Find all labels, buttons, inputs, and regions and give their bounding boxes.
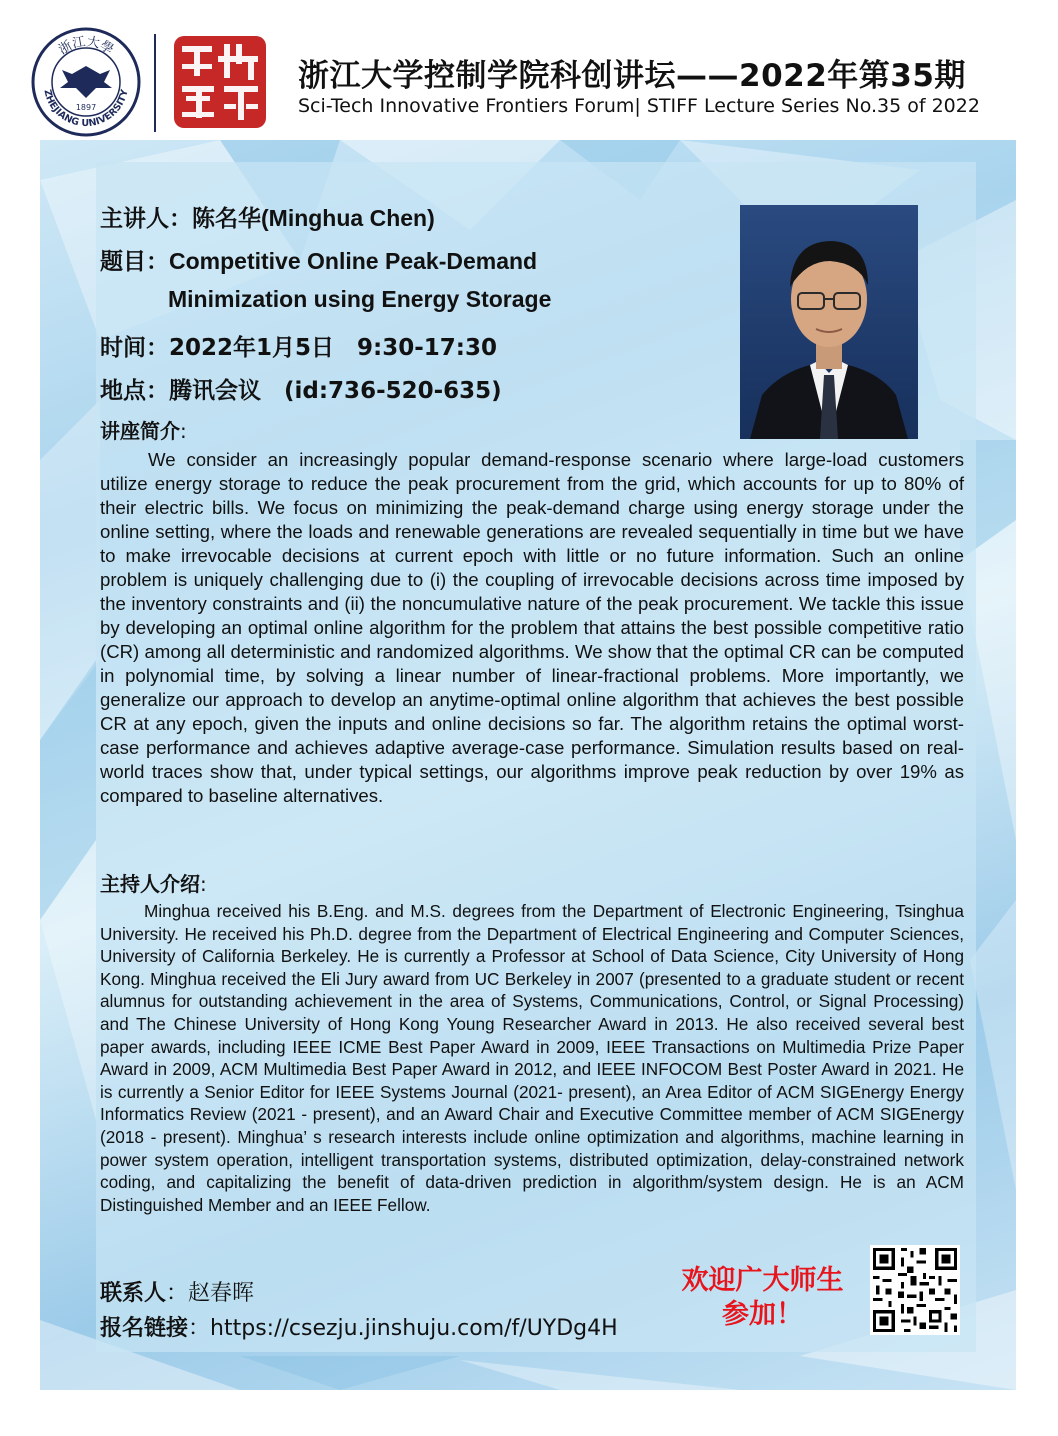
place-label: 地点： bbox=[100, 378, 169, 404]
welcome-message bbox=[645, 1264, 880, 1332]
poster-body bbox=[40, 140, 1016, 1390]
time-label: 时间： bbox=[100, 335, 169, 361]
abstract-heading-colon: : bbox=[180, 419, 187, 443]
seal-logo bbox=[172, 34, 268, 130]
contact-line bbox=[100, 1276, 254, 1307]
bio-text: Minghua received his B.Eng. and M.S. degrees from the Department of Electronic Engineering, Tsinghua University. He received his Ph.D. degree from the Department of Electrical Engineering and Computer Sciences, University of California Berkeley. He is currently a Professor at School of Data Science, City University of Hong Kong. Minghua received the Eli Jury award from UC Berkeley in 2007 (presented to a graduate student or recent alumnus for outstanding achievement in the area of Systems, Communications, Control, or Signal Processing) and The Chinese University of Hong Kong Young Researcher Award in 2013. He also received several best paper awards, including IEEE ICME Best Paper Award in 2009, IEEE Transactions on Multimedia Prize Paper Award in 2009, ACM Multimedia Best Paper Award in 2012, and IEEE INFOCOM Best Poster Award in 2021. He is currently a Senior Editor for IEEE Systems Journal (2021- present), an Area Editor of ACM SIGEnergy Energy Informatics Review (2021 - present), and an Award Chair and Executive Committee member of ACM SIGEnergy (2018 - present). Minghua’ s research interests include online optimization and algorithms, machine learning in power system operation, intelligent transportation systems, distributed optimization, delay-constrained network coding, and capitalizing the benefit of data-driven prediction in algorithm/system design. He is an ACM Distinguished Member and an IEEE Fellow. bbox=[100, 901, 964, 1215]
signup-label: 报名链接 bbox=[100, 1316, 189, 1341]
time-value: 2022年1月5日 9:30-17:30 bbox=[169, 335, 497, 361]
topic-line2: Minimization using Energy Storage bbox=[168, 286, 552, 312]
topic-line1: Competitive Online Peak-Demand bbox=[169, 248, 538, 274]
speaker-label: 主讲人： bbox=[100, 206, 192, 232]
place-value: 腾讯会议 (id:736-520-635) bbox=[169, 378, 502, 404]
poster-header bbox=[0, 0, 1058, 140]
speaker-photo bbox=[740, 205, 918, 439]
eagle-icon bbox=[60, 66, 112, 98]
bio-heading-colon: : bbox=[200, 872, 207, 896]
welcome-line2: 参加！ bbox=[722, 1299, 803, 1330]
logo-en-text: ZHEJIANG UNIVERSITY bbox=[41, 88, 131, 130]
place-line bbox=[100, 372, 502, 405]
topic-line bbox=[100, 243, 537, 276]
abstract-heading bbox=[100, 415, 187, 444]
abstract-text: We consider an increasingly popular demand-response scenario where large-load customers utilize energy storage to reduce the peak procurement from the grid, which accounts for up to 80% of their electric bills. We focus on minimizing the peak-demand charge using energy storage under the online setting, where the loads and renewable generations are revealed sequentially in time but we have to make irrevocable decisions at current epoch with little or no future information. Such an online problem is uniquely challenging due to (i) the coupling of irrevocable decisions across time imposed by the inventory constraints and (ii) the noncumulative nature of the peak procurement. We tackle this issue by developing an optimal online algorithm for the problem that attains the best possible competitive ratio (CR) among all deterministic and randomized algorithms. We show that the optimal CR can be computed in polynomial time, by solving a linear number of linear-fractional problems. More importantly, we generalize our approach to develop an anytime-optimal online algorithm that achieves the best possible CR at any epoch, given the inputs and online decisions so far. The algorithm retains the optimal worst-case performance and achieves adaptive average-case performance. Simulation results based on real-world traces show that, under typical settings, our algorithms improve peak reduction by over 19% as compared to baseline alternatives. bbox=[100, 449, 964, 806]
logo-cn-text: 浙江大學 bbox=[56, 34, 116, 58]
speaker-name: 陈名华(Minghua Chen) bbox=[192, 205, 435, 231]
signup-link[interactable]: https://csezju.jinshuju.com/f/UYDg4H bbox=[210, 1316, 618, 1341]
bio-heading bbox=[100, 868, 207, 897]
speaker-line bbox=[100, 200, 435, 233]
topic-label: 题目： bbox=[100, 249, 169, 275]
page-subtitle: Sci-Tech Innovative Frontiers Forum| STIFF Lecture Series No.35 of 2022 bbox=[298, 95, 980, 117]
time-line bbox=[100, 329, 497, 362]
signup-line bbox=[100, 1311, 618, 1342]
svg-text:浙江大學 bbox=[56, 34, 116, 58]
page-title: 浙江大学控制学院科创讲坛——2022年第35期 bbox=[298, 58, 966, 94]
zju-logo bbox=[30, 26, 142, 138]
header-divider bbox=[154, 34, 156, 132]
bio-heading-text: 主持人介绍 bbox=[100, 872, 200, 896]
contact-label: 联系人 bbox=[100, 1281, 167, 1306]
contact-colon: ： bbox=[166, 1281, 189, 1306]
welcome-line1: 欢迎广大师生 bbox=[681, 1265, 844, 1296]
logo-year: 1897 bbox=[75, 103, 97, 112]
qr-code[interactable] bbox=[870, 1245, 960, 1335]
signup-colon: ： bbox=[188, 1316, 211, 1341]
abstract-heading-text: 讲座简介 bbox=[100, 419, 180, 443]
contact-name: 赵春晖 bbox=[188, 1281, 255, 1306]
